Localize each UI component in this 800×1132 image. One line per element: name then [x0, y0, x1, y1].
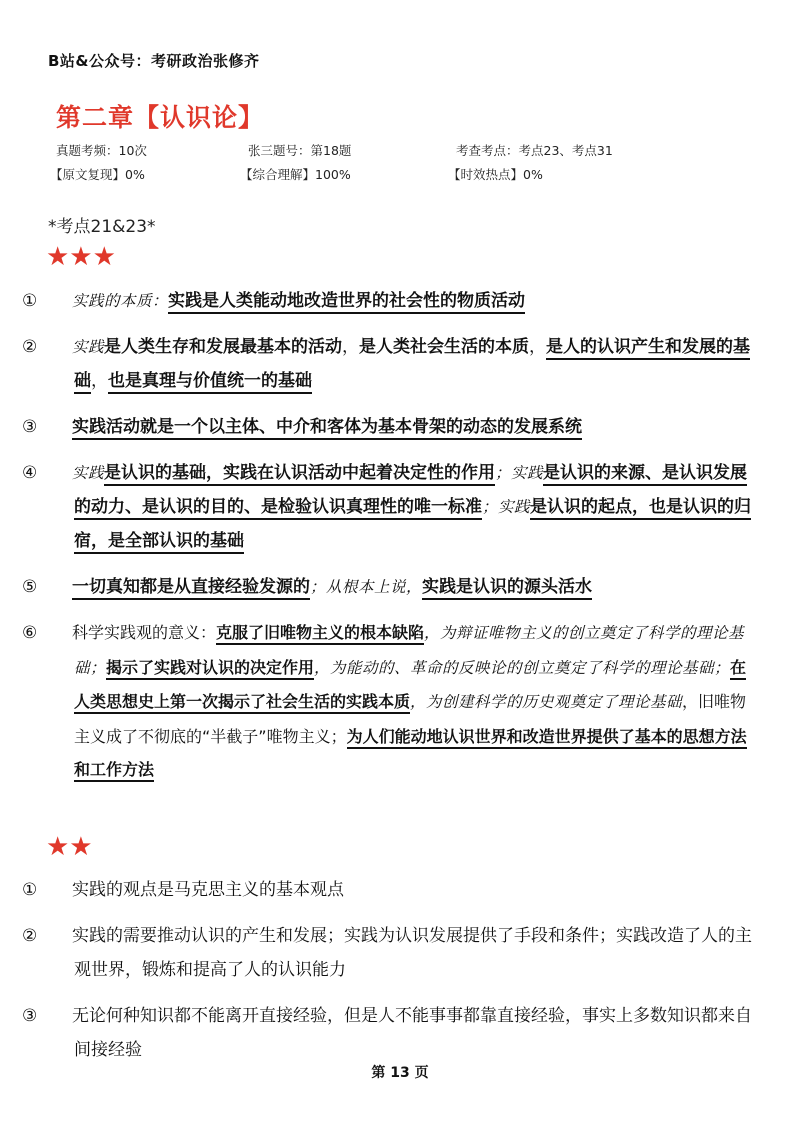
- three-star-item-5: ⑤ 一切真知都是从直接经验发源的；从根本上说，实践是认识的源头活水: [48, 570, 758, 604]
- item-number: ②: [22, 337, 38, 357]
- key-phrase: 是认识的基础，实践在认识活动中起着决定性的作用: [104, 463, 495, 486]
- meta-comprehension: 【综合理解】100%: [240, 167, 351, 182]
- key-phrase: 实践是认识的源头活水: [422, 577, 592, 600]
- item-number: ⑤: [22, 577, 38, 597]
- section-tag: *考点21&23*: [48, 217, 156, 237]
- three-star-item-3: [22, 410, 758, 444]
- meta-row-2: [50, 165, 756, 183]
- three-star-item-6: ⑥ 科学实践观的意义：克服了旧唯物主义的根本缺陷，为辩证唯物主义的创立奠定了科学的理论基础；揭示了实践对认识的决定作用，为能动的、革命的反映论的创立奠定了科学的理论基础；在人类思想史上第一次揭示了社会生活的实践本质，为创建科学的历史观奠定了理论基础，旧唯物主义成了不彻底的“半截子”唯物主义；为人们能动地认识世界和改造世界提供了基本的思想方法和工作方法: [48, 616, 762, 787]
- key-phrase: 揭示了实践对认识的决定作用: [106, 658, 314, 680]
- key-phrase: 实践是人类能动地改造世界的社会性的物质活动: [168, 291, 525, 314]
- two-star-item-1: ① 实践的观点是马克思主义的基本观点: [48, 873, 758, 907]
- three-star-item-1: ① 实践的本质：实践是人类能动地改造世界的社会性的物质活动: [48, 284, 758, 318]
- three-star-rating-icon: ★★★: [46, 242, 116, 272]
- item-number: ③: [22, 1006, 38, 1026]
- key-phrase: 实践活动就是一个以主体、中介和客体为基本骨架的动态的发展系统: [72, 417, 582, 440]
- key-phrase: 克服了旧唯物主义的根本缺陷: [216, 623, 424, 645]
- key-phrase: 一切真知都是从直接经验发源的: [72, 577, 310, 600]
- item-number: ①: [22, 291, 38, 311]
- meta-hotspot: 【时效热点】0%: [448, 167, 543, 182]
- item-number: ②: [22, 926, 38, 946]
- header-note: B站&公众号：考研政治张修齐: [48, 52, 260, 70]
- key-phrase: 是人的认识产生和发展的基础: [74, 337, 750, 394]
- three-star-item-4: ④ 实践是认识的基础，实践在认识活动中起着决定性的作用；实践是认识的来源、是认识发展的动力、是认识的目的、是检验认识真理性的唯一标准；实践是认识的起点，也是认识的归宿，是全部认识的基础: [48, 456, 758, 558]
- meta-frequency: 真题考频：10次: [56, 143, 147, 158]
- key-phrase: 是认识的起点，也是认识的归宿，是全部认识的基础: [74, 497, 751, 554]
- meta-exam-points: 考查考点：考点23、考点31: [456, 143, 613, 158]
- two-star-item-2: ② 实践的需要推动认识的产生和发展；实践为认识发展提供了手段和条件；实践改造了人的主观世界，锻炼和提高了人的认识能力: [48, 919, 758, 987]
- key-phrase: 是认识的来源、是认识发展的动力、是认识的目的、是检验认识真理性的唯一标准: [74, 463, 747, 520]
- key-phrase: 为人们能动地认识世界和改造世界提供了基本的思想方法和工作方法: [74, 727, 747, 783]
- two-star-rating-icon: ★★: [46, 832, 93, 862]
- item-number: ①: [22, 880, 38, 900]
- meta-original-text: 【原文复现】0%: [50, 167, 145, 182]
- item-number: ⑥: [22, 623, 38, 643]
- meta-row-1: [56, 141, 756, 159]
- chapter-title: 第二章【认识论】: [56, 103, 265, 132]
- page-number: 第 13 页: [371, 1065, 429, 1081]
- three-star-item-2: ② 实践是人类生存和发展最基本的活动，是人类社会生活的本质，是人的认识产生和发展的基础，也是真理与价值统一的基础: [48, 330, 758, 398]
- key-phrase: 也是真理与价值统一的基础: [108, 371, 312, 394]
- key-phrase: 在人类思想史上第一次揭示了社会生活的实践本质: [74, 658, 746, 715]
- item-number: ③: [22, 417, 38, 437]
- two-star-item-3: ③ 无论何种知识都不能离开直接经验，但是人不能事事都靠直接经验，事实上多数知识都来自间接经验: [48, 999, 758, 1067]
- item-number: ④: [22, 463, 38, 483]
- meta-zhangsan-number: 张三题号：第18题: [248, 143, 352, 158]
